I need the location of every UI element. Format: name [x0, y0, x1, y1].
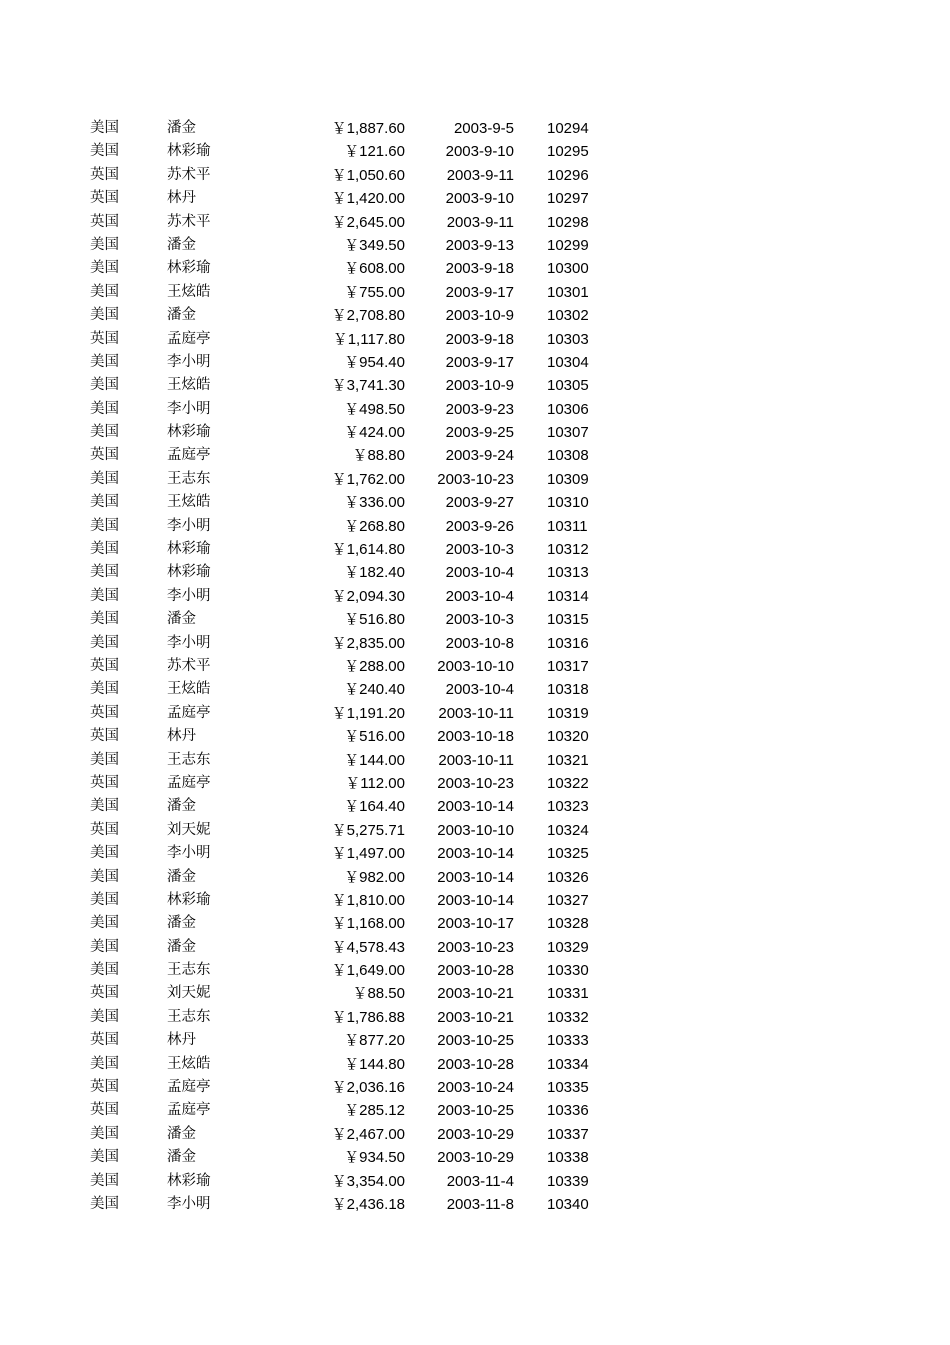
table-row	[0, 491, 950, 514]
order-date-cell: 2003-11-4	[446, 1172, 514, 1190]
country-cell: 美国	[90, 353, 119, 370]
amount-cell: ￥144.00	[344, 751, 405, 769]
table-row	[0, 444, 950, 467]
table-row	[0, 725, 950, 748]
salesperson-cell: 林彩瑜	[167, 1172, 211, 1189]
country-cell: 美国	[90, 120, 119, 136]
table-row	[0, 398, 950, 421]
order-date-cell: 2003-10-25	[437, 1032, 514, 1050]
table-row	[0, 164, 950, 187]
order-id-cell: 10312	[547, 541, 589, 559]
order-date-cell: 2003-9-13	[445, 236, 514, 254]
order-date-cell: 2003-10-23	[437, 774, 514, 792]
salesperson-cell: 李小明	[167, 400, 211, 417]
country-cell: 英国	[90, 985, 119, 1002]
country-cell: 美国	[90, 915, 119, 932]
country-cell: 美国	[90, 938, 119, 955]
amount-cell: ￥424.00	[344, 424, 405, 442]
salesperson-cell: 林彩瑜	[167, 541, 211, 558]
amount-cell: ￥516.80	[344, 611, 405, 629]
order-id-cell: 10295	[547, 143, 589, 161]
order-id-cell: 10299	[547, 236, 589, 254]
order-id-cell: 10335	[547, 1079, 589, 1097]
country-cell: 美国	[90, 541, 119, 558]
salesperson-cell: 林彩瑜	[167, 143, 211, 160]
order-date-cell: 2003-10-11	[438, 751, 514, 769]
order-date-cell: 2003-10-14	[437, 891, 514, 909]
salesperson-cell: 潘金	[167, 1125, 196, 1142]
table-row	[0, 561, 950, 584]
salesperson-cell: 王炫皓	[167, 1055, 211, 1072]
order-date-cell: 2003-10-3	[445, 541, 514, 559]
amount-cell: ￥1,117.80	[332, 330, 405, 348]
amount-cell: ￥2,436.18	[331, 1195, 405, 1213]
salesperson-cell: 刘天妮	[167, 985, 211, 1002]
order-date-cell: 2003-10-10	[437, 657, 514, 675]
order-date-cell: 2003-10-23	[437, 938, 514, 956]
amount-cell: ￥3,354.00	[331, 1172, 405, 1190]
amount-cell: ￥1,810.00	[331, 891, 405, 909]
amount-cell: ￥2,036.16	[331, 1079, 405, 1097]
salesperson-cell: 王炫皓	[167, 377, 211, 394]
order-id-cell: 10339	[547, 1172, 589, 1190]
order-date-cell: 2003-10-3	[445, 611, 514, 629]
amount-cell: ￥1,786.88	[331, 1008, 405, 1026]
order-id-cell: 10303	[547, 330, 589, 348]
country-cell: 英国	[90, 190, 119, 207]
amount-cell: ￥288.00	[344, 657, 405, 675]
table-row	[0, 140, 950, 163]
salesperson-cell: 林丹	[167, 190, 196, 207]
table-row	[0, 1099, 950, 1122]
salesperson-cell: 苏术平	[167, 657, 211, 674]
table-row	[0, 117, 950, 140]
order-date-cell: 2003-9-18	[445, 260, 514, 278]
order-date-cell: 2003-10-4	[445, 564, 514, 582]
country-cell: 美国	[90, 236, 119, 253]
country-cell: 美国	[90, 260, 119, 277]
amount-cell: ￥1,614.80	[331, 541, 405, 559]
country-cell: 英国	[90, 821, 119, 838]
table-row	[0, 257, 950, 280]
order-id-cell: 10296	[547, 166, 589, 184]
order-id-cell: 10334	[547, 1055, 589, 1073]
order-id-cell: 10301	[547, 283, 589, 301]
order-date-cell: 2003-10-21	[437, 1008, 514, 1026]
country-cell: 英国	[90, 728, 119, 745]
order-id-cell: 10324	[547, 821, 589, 839]
country-cell: 美国	[90, 377, 119, 394]
country-cell: 美国	[90, 564, 119, 581]
table-row	[0, 1006, 950, 1029]
order-id-cell: 10298	[547, 213, 589, 231]
order-date-cell: 2003-10-18	[437, 728, 514, 746]
amount-cell: ￥1,050.60	[331, 166, 405, 184]
salesperson-cell: 林彩瑜	[167, 891, 211, 908]
salesperson-cell: 李小明	[167, 1195, 211, 1212]
table-row	[0, 304, 950, 327]
order-id-cell: 10322	[547, 774, 589, 792]
amount-cell: ￥3,741.30	[331, 377, 405, 395]
salesperson-cell: 孟庭亭	[167, 1079, 211, 1096]
order-date-cell: 2003-9-17	[445, 283, 514, 301]
order-id-cell: 10328	[547, 915, 589, 933]
order-date-cell: 2003-10-17	[437, 915, 514, 933]
amount-cell: ￥877.20	[344, 1032, 405, 1050]
order-date-cell: 2003-9-18	[445, 330, 514, 348]
salesperson-cell: 潘金	[167, 120, 196, 136]
country-cell: 美国	[90, 1172, 119, 1189]
order-date-cell: 2003-9-11	[446, 213, 514, 231]
table-row	[0, 351, 950, 374]
salesperson-cell: 潘金	[167, 868, 196, 885]
order-id-cell: 10304	[547, 353, 589, 371]
table-row	[0, 608, 950, 631]
country-cell: 美国	[90, 751, 119, 768]
table-row	[0, 281, 950, 304]
salesperson-cell: 王志东	[167, 1008, 211, 1025]
order-id-cell: 10302	[547, 307, 589, 325]
amount-cell: ￥121.60	[344, 143, 405, 161]
country-cell: 美国	[90, 494, 119, 511]
order-id-cell: 10325	[547, 845, 589, 863]
amount-cell: ￥5,275.71	[331, 821, 405, 839]
order-id-cell: 10333	[547, 1032, 589, 1050]
salesperson-cell: 李小明	[167, 517, 211, 534]
country-cell: 美国	[90, 681, 119, 698]
amount-cell: ￥1,191.20	[331, 704, 405, 722]
order-id-cell: 10314	[547, 587, 589, 605]
order-id-cell: 10313	[547, 564, 589, 582]
country-cell: 美国	[90, 470, 119, 487]
amount-cell: ￥516.00	[344, 728, 405, 746]
salesperson-cell: 王炫皓	[167, 681, 211, 698]
order-date-cell: 2003-11-8	[446, 1195, 514, 1213]
salesperson-cell: 潘金	[167, 1149, 196, 1166]
order-id-cell: 10315	[547, 611, 589, 629]
table-row	[0, 1053, 950, 1076]
order-id-cell: 10308	[547, 447, 589, 465]
salesperson-cell: 林彩瑜	[167, 564, 211, 581]
salesperson-cell: 王炫皓	[167, 494, 211, 511]
order-date-cell: 2003-9-11	[446, 166, 514, 184]
table-row	[0, 1076, 950, 1099]
amount-cell: ￥182.40	[344, 564, 405, 582]
amount-cell: ￥1,762.00	[331, 470, 405, 488]
salesperson-cell: 刘天妮	[167, 821, 211, 838]
amount-cell: ￥608.00	[344, 260, 405, 278]
order-id-cell: 10329	[547, 938, 589, 956]
order-id-cell: 10326	[547, 868, 589, 886]
table-row	[0, 936, 950, 959]
order-date-cell: 2003-9-25	[445, 424, 514, 442]
order-date-cell: 2003-10-28	[437, 1055, 514, 1073]
order-date-cell: 2003-10-14	[437, 798, 514, 816]
salesperson-cell: 潘金	[167, 307, 196, 324]
country-cell: 英国	[90, 330, 119, 347]
amount-cell: ￥112.00	[345, 774, 405, 792]
country-cell: 美国	[90, 400, 119, 417]
order-date-cell: 2003-10-29	[437, 1125, 514, 1143]
amount-cell: ￥4,578.43	[331, 938, 405, 956]
order-date-cell: 2003-9-27	[445, 494, 514, 512]
table-row	[0, 468, 950, 491]
country-cell: 英国	[90, 447, 119, 464]
order-id-cell: 10297	[547, 190, 589, 208]
amount-cell: ￥2,467.00	[331, 1125, 405, 1143]
orders-table	[0, 117, 950, 1216]
order-date-cell: 2003-10-21	[437, 985, 514, 1003]
table-row	[0, 1146, 950, 1169]
order-id-cell: 10336	[547, 1102, 589, 1120]
salesperson-cell: 林丹	[167, 728, 196, 745]
table-row	[0, 678, 950, 701]
salesperson-cell: 孟庭亭	[167, 704, 211, 721]
country-cell: 英国	[90, 657, 119, 674]
salesperson-cell: 王志东	[167, 470, 211, 487]
country-cell: 美国	[90, 1195, 119, 1212]
table-row	[0, 772, 950, 795]
amount-cell: ￥2,835.00	[331, 634, 405, 652]
table-row	[0, 585, 950, 608]
table-row	[0, 889, 950, 912]
country-cell: 英国	[90, 1079, 119, 1096]
salesperson-cell: 潘金	[167, 938, 196, 955]
amount-cell: ￥498.50	[344, 400, 405, 418]
order-id-cell: 10323	[547, 798, 589, 816]
salesperson-cell: 李小明	[167, 353, 211, 370]
salesperson-cell: 王志东	[167, 962, 211, 979]
order-id-cell: 10319	[547, 704, 589, 722]
order-date-cell: 2003-10-23	[437, 470, 514, 488]
amount-cell: ￥268.80	[344, 517, 405, 535]
amount-cell: ￥2,094.30	[331, 587, 405, 605]
order-date-cell: 2003-9-5	[453, 120, 514, 137]
amount-cell: ￥88.50	[352, 985, 405, 1003]
amount-cell: ￥954.40	[344, 353, 405, 371]
amount-cell: ￥755.00	[344, 283, 405, 301]
table-row	[0, 842, 950, 865]
table-row	[0, 374, 950, 397]
amount-cell: ￥144.80	[344, 1055, 405, 1073]
order-date-cell: 2003-10-4	[445, 681, 514, 699]
salesperson-cell: 王志东	[167, 751, 211, 768]
amount-cell: ￥164.40	[344, 798, 405, 816]
order-date-cell: 2003-10-10	[437, 821, 514, 839]
table-row	[0, 749, 950, 772]
order-id-cell: 10306	[547, 400, 589, 418]
amount-cell: ￥336.00	[344, 494, 405, 512]
salesperson-cell: 苏术平	[167, 213, 211, 230]
country-cell: 美国	[90, 1125, 119, 1142]
order-date-cell: 2003-10-11	[438, 704, 514, 722]
order-date-cell: 2003-10-24	[437, 1079, 514, 1097]
amount-cell: ￥1,497.00	[331, 845, 405, 863]
country-cell: 英国	[90, 1102, 119, 1119]
table-row	[0, 1170, 950, 1193]
country-cell: 美国	[90, 424, 119, 441]
salesperson-cell: 潘金	[167, 611, 196, 628]
salesperson-cell: 林彩瑜	[167, 260, 211, 277]
table-row	[0, 655, 950, 678]
order-id-cell: 10337	[547, 1125, 589, 1143]
country-cell: 美国	[90, 798, 119, 815]
order-date-cell: 2003-9-24	[445, 447, 514, 465]
table-row	[0, 187, 950, 210]
country-cell: 英国	[90, 1032, 119, 1049]
table-row	[0, 211, 950, 234]
salesperson-cell: 李小明	[167, 845, 211, 862]
salesperson-cell: 孟庭亭	[167, 330, 211, 347]
order-id-cell: 10331	[547, 985, 589, 1003]
order-date-cell: 2003-10-28	[437, 962, 514, 980]
amount-cell: ￥285.12	[344, 1102, 405, 1120]
table-row	[0, 1123, 950, 1146]
order-id-cell: 10340	[547, 1195, 589, 1213]
amount-cell: ￥1,649.00	[331, 962, 405, 980]
country-cell: 美国	[90, 962, 119, 979]
amount-cell: ￥934.50	[344, 1149, 405, 1167]
order-date-cell: 2003-9-26	[445, 517, 514, 535]
salesperson-cell: 孟庭亭	[167, 447, 211, 464]
order-date-cell: 2003-9-10	[445, 143, 514, 161]
order-id-cell: 10318	[547, 681, 589, 699]
order-date-cell: 2003-9-23	[445, 400, 514, 418]
order-date-cell: 2003-9-17	[445, 353, 514, 371]
order-id-cell: 10338	[547, 1149, 589, 1167]
table-row	[0, 328, 950, 351]
table-row	[0, 234, 950, 257]
salesperson-cell: 孟庭亭	[167, 774, 211, 791]
order-date-cell: 2003-10-14	[437, 868, 514, 886]
country-cell: 美国	[90, 845, 119, 862]
country-cell: 英国	[90, 774, 119, 791]
table-row	[0, 912, 950, 935]
order-date-cell: 2003-10-9	[445, 307, 514, 325]
order-date-cell: 2003-10-8	[445, 634, 514, 652]
order-id-cell: 10300	[547, 260, 589, 278]
table-row	[0, 866, 950, 889]
salesperson-cell: 潘金	[167, 798, 196, 815]
order-id-cell: 10317	[547, 657, 589, 675]
salesperson-cell: 李小明	[167, 587, 211, 604]
salesperson-cell: 潘金	[167, 915, 196, 932]
amount-cell: ￥982.00	[344, 868, 405, 886]
salesperson-cell: 苏术平	[167, 166, 211, 183]
country-cell: 美国	[90, 634, 119, 651]
order-id-cell: 10310	[547, 494, 589, 512]
order-id-cell: 10307	[547, 424, 589, 442]
order-date-cell: 2003-10-9	[445, 377, 514, 395]
order-id-cell: 10305	[547, 377, 589, 395]
salesperson-cell: 王炫皓	[167, 283, 211, 300]
order-id-cell: 10320	[547, 728, 589, 746]
table-row	[0, 1193, 950, 1216]
order-id-cell: 10332	[547, 1008, 589, 1026]
salesperson-cell: 李小明	[167, 634, 211, 651]
amount-cell: ￥1,420.00	[331, 190, 405, 208]
amount-cell: ￥2,708.80	[331, 307, 405, 325]
table-row	[0, 1029, 950, 1052]
table-row	[0, 819, 950, 842]
order-date-cell: 2003-10-29	[437, 1149, 514, 1167]
salesperson-cell: 林丹	[167, 1032, 196, 1049]
order-date-cell: 2003-10-4	[445, 587, 514, 605]
country-cell: 美国	[90, 1149, 119, 1166]
order-id-cell: 10321	[547, 751, 589, 769]
country-cell: 美国	[90, 868, 119, 885]
order-date-cell: 2003-10-14	[437, 845, 514, 863]
table-row	[0, 702, 950, 725]
salesperson-cell: 潘金	[167, 236, 196, 253]
country-cell: 美国	[90, 307, 119, 324]
country-cell: 英国	[90, 166, 119, 183]
country-cell: 美国	[90, 611, 119, 628]
table-row	[0, 982, 950, 1005]
table-row	[0, 795, 950, 818]
country-cell: 美国	[90, 1008, 119, 1025]
table-row	[0, 959, 950, 982]
table-row	[0, 515, 950, 538]
amount-cell: ￥2,645.00	[331, 213, 405, 231]
order-id-cell: 10294	[547, 120, 589, 137]
country-cell: 美国	[90, 1055, 119, 1072]
order-id-cell: 10309	[547, 470, 589, 488]
table-row	[0, 421, 950, 444]
order-id-cell: 10311	[547, 517, 588, 535]
country-cell: 美国	[90, 283, 119, 300]
order-date-cell: 2003-9-10	[445, 190, 514, 208]
order-id-cell: 10327	[547, 891, 589, 909]
amount-cell: ￥1,168.00	[331, 915, 405, 933]
amount-cell: ￥88.80	[352, 447, 405, 465]
order-date-cell: 2003-10-25	[437, 1102, 514, 1120]
country-cell: 英国	[90, 213, 119, 230]
salesperson-cell: 林彩瑜	[167, 424, 211, 441]
country-cell: 美国	[90, 143, 119, 160]
table-row	[0, 632, 950, 655]
table-row	[0, 538, 950, 561]
country-cell: 英国	[90, 704, 119, 721]
amount-cell: ￥1,887.60	[331, 120, 405, 137]
country-cell: 美国	[90, 517, 119, 534]
amount-cell: ￥240.40	[344, 681, 405, 699]
order-id-cell: 10330	[547, 962, 589, 980]
country-cell: 美国	[90, 891, 119, 908]
country-cell: 美国	[90, 587, 119, 604]
amount-cell: ￥349.50	[344, 236, 405, 254]
salesperson-cell: 孟庭亭	[167, 1102, 211, 1119]
order-id-cell: 10316	[547, 634, 589, 652]
